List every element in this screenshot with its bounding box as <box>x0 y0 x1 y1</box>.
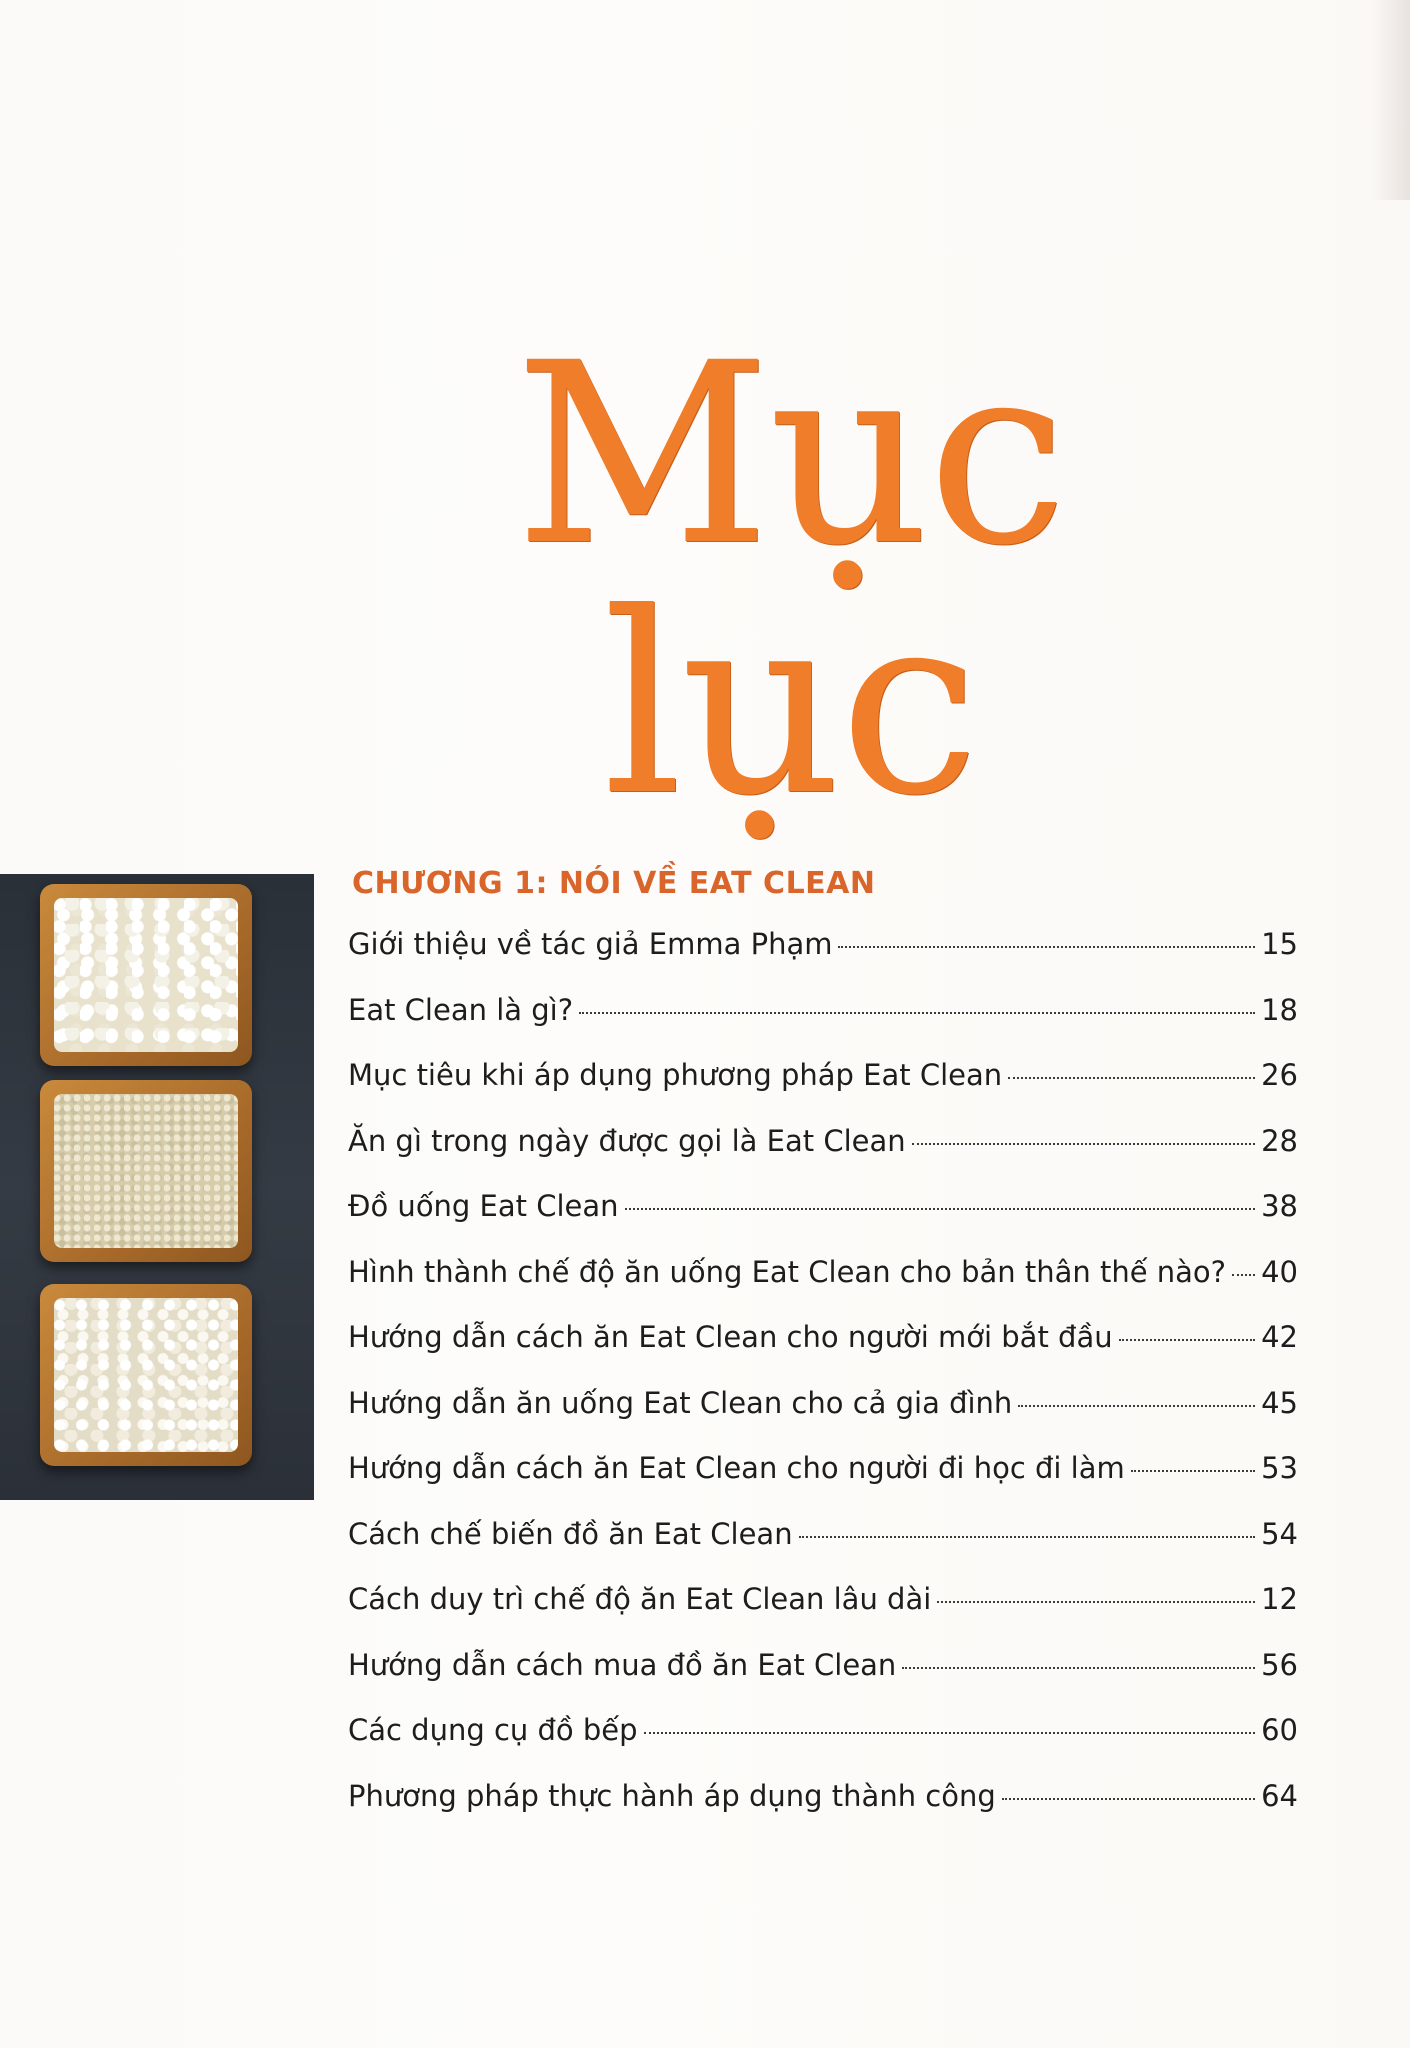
toc-entry <box>348 1240 1298 1306</box>
toc-entry-label: Hình thành chế độ ăn uống Eat Clean cho bản thân thế nào? <box>348 1254 1227 1289</box>
dot-leader <box>1119 1339 1255 1341</box>
toc-entry-page: 54 <box>1261 1516 1298 1551</box>
dot-leader <box>1018 1405 1255 1407</box>
toc-entry-page: 56 <box>1261 1647 1298 1682</box>
toc-entry-page: 26 <box>1261 1058 1298 1092</box>
dot-leader <box>1232 1274 1255 1276</box>
grain-bowls-photo <box>0 874 314 1500</box>
toc-entry-page: 53 <box>1261 1451 1298 1485</box>
dot-leader <box>1131 1470 1255 1472</box>
oat-flakes <box>54 898 238 1052</box>
dot-leader <box>1002 1798 1255 1800</box>
toc-entry-page: 60 <box>1261 1713 1298 1747</box>
table-of-contents <box>348 856 1298 1829</box>
page-title: Mục lục <box>514 309 1066 850</box>
dot-leader <box>912 1143 1255 1145</box>
toc-entry-label: Hướng dẫn cách ăn Eat Clean cho người đi học đi làm <box>348 1451 1125 1485</box>
toc-entry-label: Eat Clean là gì? <box>348 992 574 1027</box>
toc-entry-label: Giới thiệu về tác giả Emma Phạm <box>348 927 833 961</box>
toc-entry <box>348 1109 1298 1175</box>
dot-leader <box>937 1601 1255 1603</box>
bowl-oat-flakes <box>40 884 252 1066</box>
toc-entry-label: Các dụng cụ đồ bếp <box>348 1713 638 1747</box>
dot-leader <box>1008 1077 1255 1079</box>
toc-entry-page: 18 <box>1261 992 1298 1027</box>
bowl-grain <box>40 1080 252 1262</box>
rolled-oats <box>54 1298 238 1452</box>
toc-entry-page: 28 <box>1261 1123 1298 1158</box>
page-edge <box>1370 0 1410 200</box>
grain-seeds <box>54 1094 238 1248</box>
toc-entry-label: Hướng dẫn ăn uống Eat Clean cho cả gia đình <box>348 1385 1013 1420</box>
dot-leader <box>625 1208 1256 1210</box>
toc-entry-page: 15 <box>1261 927 1298 961</box>
toc-entry-page: 45 <box>1261 1385 1298 1420</box>
toc-entry-page: 12 <box>1261 1582 1298 1616</box>
dot-leader <box>579 1012 1255 1014</box>
toc-entry-page: 42 <box>1261 1320 1298 1354</box>
dot-leader <box>799 1536 1256 1538</box>
toc-entry-label: Cách chế biến đồ ăn Eat Clean <box>348 1516 793 1551</box>
toc-entry-page: 38 <box>1261 1189 1298 1223</box>
toc-entry <box>348 912 1298 978</box>
toc-entry-label: Phương pháp thực hành áp dụng thành công <box>348 1778 996 1813</box>
toc-entry <box>348 978 1298 1044</box>
toc-entry <box>348 1764 1298 1830</box>
toc-entry-page: 40 <box>1261 1254 1298 1289</box>
dot-leader <box>644 1732 1256 1734</box>
toc-entry <box>348 1633 1298 1699</box>
toc-entry-label: Hướng dẫn cách mua đồ ăn Eat Clean <box>348 1647 897 1682</box>
toc-entry-page: 64 <box>1261 1778 1298 1813</box>
bowl-rolled-oats <box>40 1284 252 1466</box>
dot-leader <box>838 946 1255 948</box>
toc-entry-label: Ăn gì trong ngày được gọi là Eat Clean <box>348 1123 906 1158</box>
toc-entry <box>348 1502 1298 1568</box>
toc-entry-label: Đồ uống Eat Clean <box>348 1189 619 1223</box>
toc-entry <box>348 1698 1298 1764</box>
chapter-heading: CHƯƠNG 1: NÓI VỀ EAT CLEAN <box>352 866 876 901</box>
toc-entry <box>348 1371 1298 1437</box>
toc-entry-label: Mục tiêu khi áp dụng phương pháp Eat Clean <box>348 1058 1003 1092</box>
toc-entry <box>348 1436 1298 1502</box>
toc-entry-label: Hướng dẫn cách ăn Eat Clean cho người mới bắt đầu <box>348 1320 1113 1354</box>
toc-entry <box>348 1305 1298 1371</box>
dot-leader <box>902 1667 1255 1669</box>
toc-entry <box>348 1567 1298 1633</box>
toc-entry <box>348 1043 1298 1109</box>
toc-entry <box>348 1174 1298 1240</box>
toc-entry-label: Cách duy trì chế độ ăn Eat Clean lâu dài <box>348 1582 932 1616</box>
